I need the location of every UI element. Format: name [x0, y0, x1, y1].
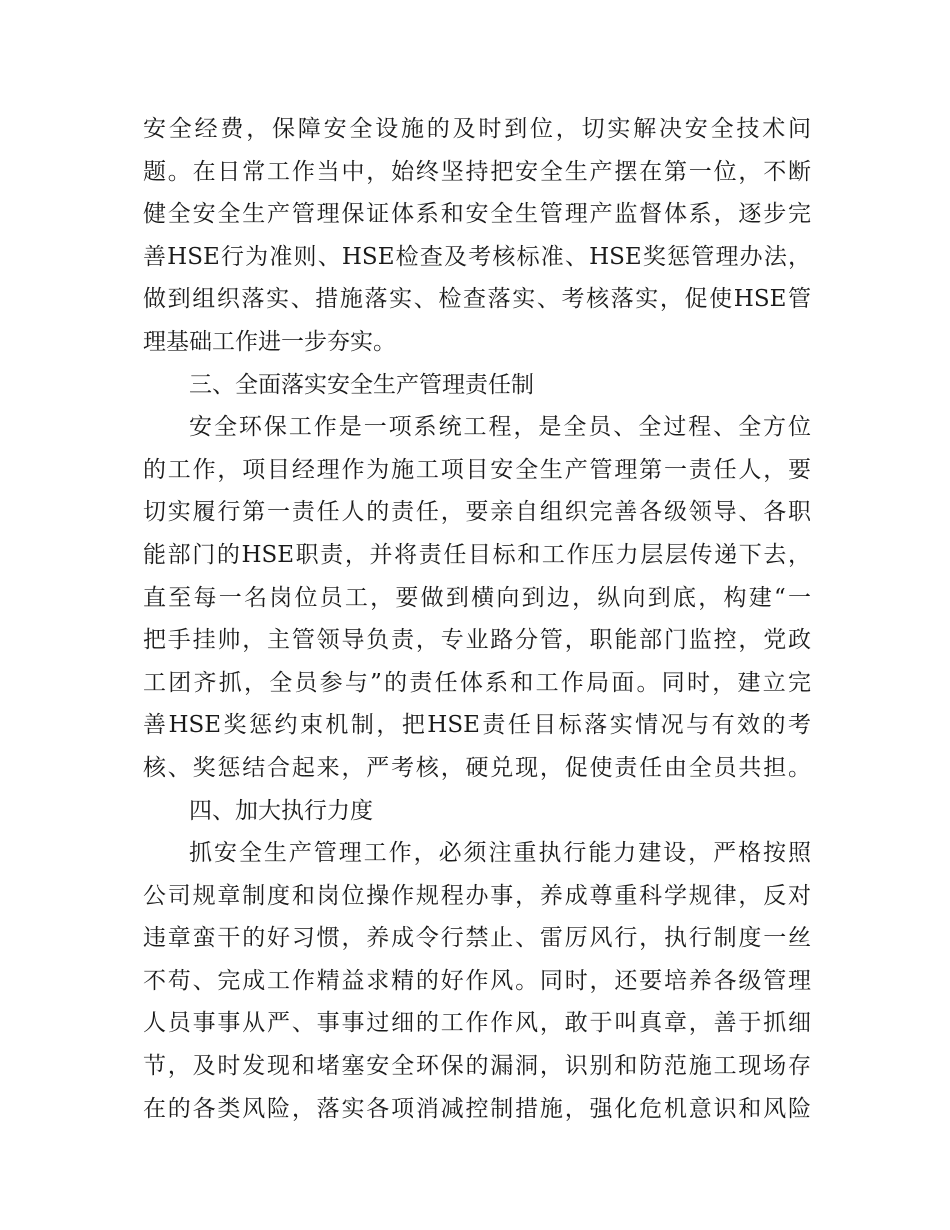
text-line: 做到组织落实、措施落实、检查落实、考核落实，促使HSE管: [143, 286, 811, 313]
text-line: 安全环保工作是一项系统工程，是全员、全过程、全方位: [189, 414, 811, 441]
text-line: 不苟、完成工作精益求精的好作风。同时，还要培养各级管理: [143, 967, 811, 994]
section-heading: 三、全面落实安全生产管理责任制: [189, 371, 534, 398]
text-line: 理基础工作进一步夯实。: [143, 328, 396, 355]
text-line: 直至每一名岗位员工，要做到横向到边，纵向到底，构建“一: [143, 584, 811, 611]
text-line: 人员事事从严、事事过细的工作作风，敢于叫真章，善于抓细: [143, 1010, 811, 1037]
text-line: 善HSE行为准则、HSE检查及考核标准、HSE奖惩管理办法，: [143, 243, 811, 270]
text-line: 违章蛮干的好习惯，养成令行禁止、雷厉风行，执行制度一丝: [143, 925, 811, 952]
text-line: 能部门的HSE职责，并将责任目标和工作压力层层传递下去，: [143, 541, 811, 568]
text-line: 安全经费，保障安全设施的及时到位，切实解决安全技术问: [143, 116, 811, 142]
text-line: 健全安全生产管理保证体系和安全生管理产监督体系，逐步完: [143, 201, 811, 228]
text-line: 工团齐抓，全员参与”的责任体系和工作局面。同时，建立完: [143, 669, 811, 696]
text-line: 善HSE奖惩约束机制，把HSE责任目标落实情况与有效的考: [143, 712, 811, 739]
text-line: 在的各类风险，落实各项消减控制措施，强化危机意识和风险: [143, 1095, 811, 1122]
text-line: 切实履行第一责任人的责任，要亲自组织完善各级领导、各职: [143, 499, 811, 526]
document-body: [143, 108, 811, 1130]
text-line: 题。在日常工作当中，始终坚持把安全生产摆在第一位，不断: [143, 158, 811, 185]
text-line: 公司规章制度和岗位操作规程办事，养成尊重科学规律，反对: [143, 882, 811, 909]
text-line: 抓安全生产管理工作，必须注重执行能力建设，严格按照: [189, 840, 811, 867]
text-line: 核、奖惩结合起来，严考核，硬兑现，促使责任由全员共担。: [143, 754, 811, 781]
text-line: 的工作，项目经理作为施工项目安全生产管理第一责任人，要: [143, 456, 811, 483]
text-line: 节，及时发现和堵塞安全环保的漏洞，识别和防范施工现场存: [143, 1053, 811, 1080]
text-line: 把手挂帅，主管领导负责，专业路分管，职能部门监控，党政: [143, 627, 811, 654]
section-heading: 四、加大执行力度: [189, 797, 373, 824]
